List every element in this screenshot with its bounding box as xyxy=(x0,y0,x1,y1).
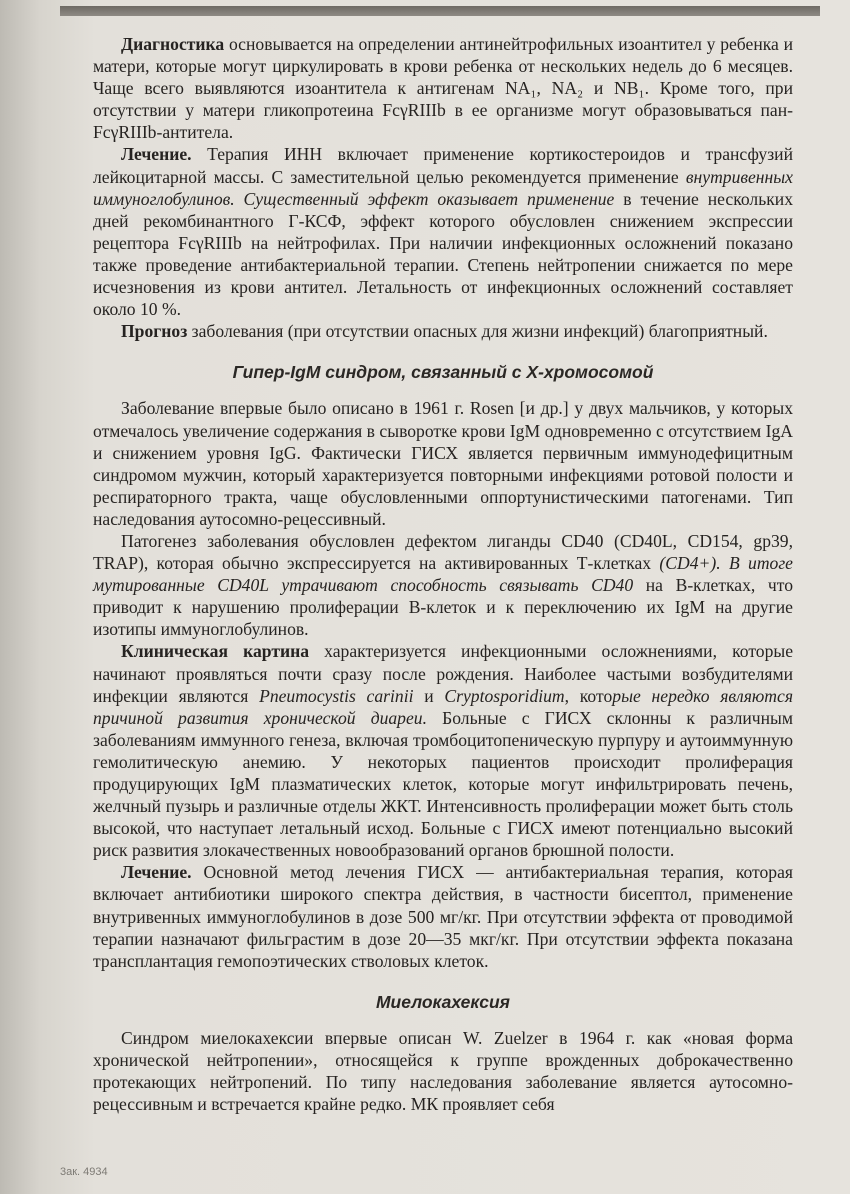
print-order-mark: 3ак. 4934 xyxy=(60,1166,108,1178)
section-heading-myelokathexis: Миелокахексия xyxy=(375,991,510,1012)
paragraph-text: Основной метод лечения ГИСХ — антибактериальная терапия, которая включает антибиотики широкого спектра действия, в частности бисептол, применение внутривенных иммуноглобулинов в дозе 500 мг/кг. При отсутствии эффекта от проводимой терапии назначают фильграстим в дозе 20—35 мкг/кг. При отсутствии эффекта показана трансплантация гемопоэтических стволовых клеток. xyxy=(93,862,793,971)
paragraph-italic: внутривенных иммуноглобулинов. Существенный эффект оказывает применение xyxy=(93,166,793,209)
paragraph-treatment-hyper-igm xyxy=(93,861,793,971)
paragraph-clinical-picture xyxy=(93,640,793,861)
paragraph-text: на В-клетках, что приводит к нарушению пролиферации В-клеток и к переключению их IgM на другие изотипы иммуноглобулинов. xyxy=(93,575,793,640)
paragraph-myelokathexis: Синдром миелокахексии впервые описан W. Zuelzer в 1964 г. как «новая форма хронической нейтропении», относящейся к группе врожденных доброкачественно протекающих нейтропений. По типу наследования заболевание является аутосомно-рецессивным и встречается крайне редко. МК проявляет себя xyxy=(93,1027,793,1115)
paragraph-text: основывается на определении антинейтрофильных изоантител у ребенка и матери, которые могут циркулировать в крови ребенка от нескольких недель до 6 месяцев. Чаще всего выявляются изоантитела к антигенам NA₁, NA₂ и NB₁. Кроме того, при отсутствии у матери гликопротеина FcγRIIIb в ее организме могут образовываться пан-FcγRIIIb-антитела. xyxy=(93,34,793,143)
paragraph-italic: рые нередко являются причиной развития хронической диареи. xyxy=(93,685,793,728)
paragraph-text: характеризуется инфекционными осложнениями, которые начинают проявляться почти сразу после рождения. Наиболее частыми возбудителями инфекции являются xyxy=(93,641,793,706)
paragraph-text: в течение нескольких дней рекомбинантного Г-КСФ, эффект которого обусловлен снижением экспрессии рецептора FcγRIIIb на нейтрофилах. При наличии инфекционных осложнений показано также проведение антибактериальной терапии. Степень нейтропении снижается по мере исчезновения из крови антител. Летальность от инфекционных осложнений составляет около 10 %. xyxy=(93,188,793,320)
paragraph-text: заболевания (при отсутствии опасных для жизни инфекций) благоприятный. xyxy=(187,321,768,342)
term-treatment: Лечение. xyxy=(121,862,192,883)
paragraph-pathogenesis xyxy=(93,530,793,640)
term-treatment: Лечение. xyxy=(121,144,192,165)
term-diagnostics: Диагностика xyxy=(121,34,225,54)
top-rule xyxy=(60,6,820,16)
paragraph-text: и xyxy=(413,685,445,706)
paragraph-text: Терапия ИНН включает применение кортикостероидов и трансфузий лейкоцитарной массы. С заместительной целью рекомендуется применение xyxy=(93,144,793,187)
section-heading-hyper-igm: Гипер-IgM синдром, связанный с X-хромосомой xyxy=(232,362,654,383)
pathogen-name: Cryptosporidium xyxy=(444,685,565,706)
pathogen-name: Pneumocystis carinii xyxy=(259,685,414,706)
paragraph-intro-hyper-igm: Заболевание впервые было описано в 1961 г. Rosen [и др.] у двух мальчиков, у которых отмечалось увеличение содержания в сыворотке крови IgM одновременно с отсутствием IgA и снижением уровня IgG. Фактически ГИСХ является первичным иммунодефицитным синдромом мужчин, который характеризуется повторными инфекциями ротовой полости и респираторного тракта, чаще обусловленными оппортунистическими патогенами. Тип наследования аутосомно-рецессивный. xyxy=(93,398,793,529)
paragraph-treatment xyxy=(93,143,793,320)
paragraph-diagnostics xyxy=(93,33,793,143)
paragraph-italic: (CD4+). В итоге мутированные CD40L утрачивают способность связывать CD40 xyxy=(93,553,793,596)
paragraph-text: Патогенез заболевания обусловлен дефектом лиганды CD40 (CD40L, CD154, gp39, TRAP), которая обычно экспрессируется на активированных Т-клетках xyxy=(93,530,793,574)
paragraph-text: Больные с ГИСХ склонны к различным заболеваниям иммунного генеза, включая тромбоцитопеническую пурпуру и аутоиммунную гемолитическую анемию. У некоторых пациентов происходит пролиферация продуцирующих IgM плазматических клеток, которые могут инфильтрировать печень, желчный пузырь и различные отделы ЖКТ. Интенсивность пролиферации может быть столь высокой, что наступает летальный исход. Больные с ГИСХ имеют потенциально высокий риск развития злокачественных новообразований органов брюшной полости. xyxy=(93,707,794,861)
paragraph-prognosis xyxy=(93,320,793,342)
term-prognosis: Прогноз xyxy=(121,321,188,342)
paragraph-text: , кото xyxy=(564,685,613,706)
page-text xyxy=(93,33,793,1115)
term-clinical-picture: Клиническая картина xyxy=(121,641,310,662)
